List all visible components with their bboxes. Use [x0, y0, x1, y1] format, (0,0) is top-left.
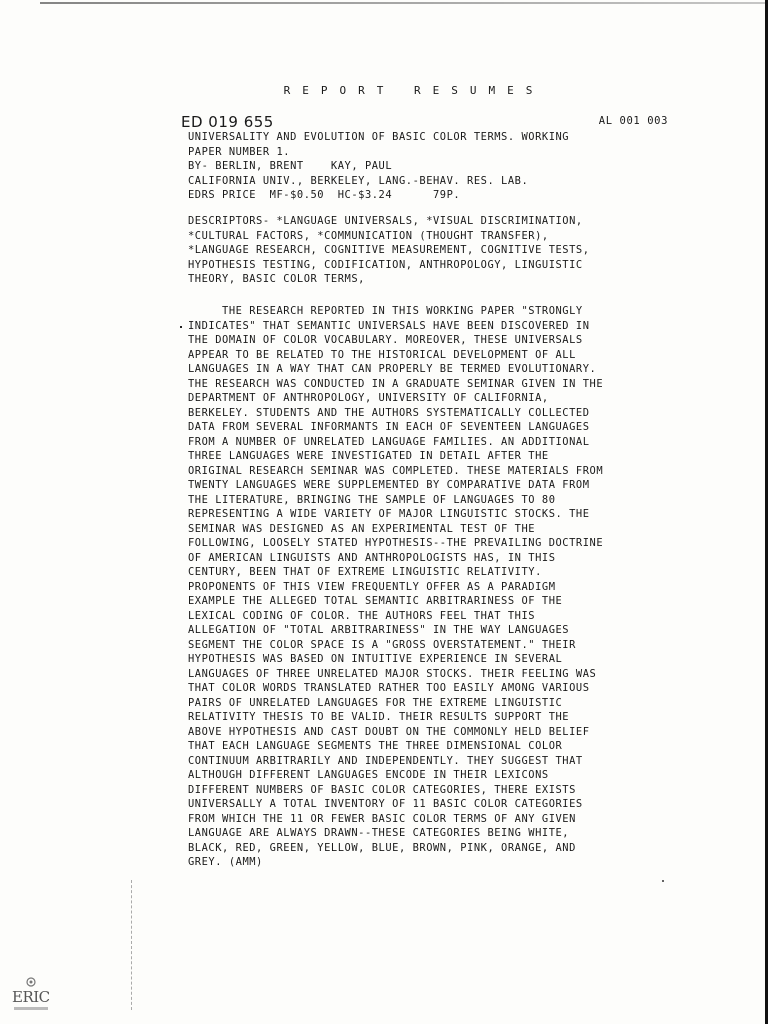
abstract-line: DIFFERENT NUMBERS OF BASIC COLOR CATEGORIES, THERE EXISTS — [188, 783, 576, 796]
bibliographic-line: CALIFORNIA UNIV., BERKELEY, LANG.-BEHAV. RES. LAB. — [188, 174, 529, 187]
abstract-line: ALTHOUGH DIFFERENT LANGUAGES ENCODE IN THEIR LEXICONS — [188, 769, 549, 781]
abstract-line: THE LITERATURE, BRINGING THE SAMPLE OF LANGUAGES TO 80 — [188, 493, 556, 506]
abstract-line: LANGUAGES IN A WAY THAT CAN PROPERLY BE TERMED EVOLUTIONARY. — [188, 363, 597, 375]
descriptors-block — [188, 214, 688, 287]
abstract-line: REPRESENTING A WIDE VARIETY OF MAJOR LINGUISTIC STOCKS. THE — [188, 508, 590, 520]
abstract-line: EXAMPLE THE ALLEGED TOTAL SEMANTIC ARBITRARINESS OF THE — [188, 595, 563, 607]
abstract-line: ORIGINAL RESEARCH SEMINAR WAS COMPLETED. THESE MATERIALS FROM — [188, 464, 604, 477]
abstract-line: DEPARTMENT OF ANTHROPOLOGY, UNIVERSITY OF CALIFORNIA, — [188, 392, 549, 404]
abstract-line: FROM WHICH THE 11 OR FEWER BASIC COLOR TERMS OF ANY GIVEN — [188, 812, 576, 825]
abstract-line: SEGMENT THE COLOR SPACE IS A "GROSS OVERSTATEMENT." THEIR — [188, 638, 576, 651]
abstract-line: INDICATES" THAT SEMANTIC UNIVERSALS HAVE BEEN DISCOVERED IN — [188, 319, 590, 332]
descriptor-line: HYPOTHESIS TESTING, CODIFICATION, ANTHROPOLOGY, LINGUISTIC — [188, 258, 583, 271]
abstract-line: THE RESEARCH WAS CONDUCTED IN A GRADUATE SEMINAR GIVEN IN THE — [188, 377, 604, 390]
abstract-line: FROM A NUMBER OF UNRELATED LANGUAGE FAMILIES. AN ADDITIONAL — [188, 435, 590, 448]
abstract-line: LANGUAGES OF THREE UNRELATED MAJOR STOCKS. THEIR FEELING WAS — [188, 667, 597, 680]
abstract-line: GREY. (AMM) — [188, 856, 263, 868]
abstract-block — [188, 304, 688, 870]
abstract-line: OF AMERICAN LINGUISTS AND ANTHROPOLOGISTS HAS, IN THIS — [188, 551, 556, 564]
abstract-line: LANGUAGE ARE ALWAYS DRAWN--THESE CATEGORIES BEING WHITE, — [188, 827, 570, 839]
abstract-line: CENTURY, BEEN THAT OF EXTREME LINGUISTIC RELATIVITY. — [188, 566, 542, 578]
accession-number: ED 019 655 — [181, 113, 274, 131]
abstract-line: ABOVE HYPOTHESIS AND CAST DOUBT ON THE COMMONLY HELD BELIEF — [188, 725, 590, 738]
abstract-line: APPEAR TO BE RELATED TO THE HISTORICAL DEVELOPMENT OF ALL — [188, 348, 576, 361]
abstract-line: THREE LANGUAGES WERE INVESTIGATED IN DETAIL AFTER THE — [188, 450, 549, 462]
eric-logo — [12, 976, 52, 1016]
abstract-line: TWENTY LANGUAGES WERE SUPPLEMENTED BY COMPARATIVE DATA FROM — [188, 479, 590, 491]
eric-logo-text: ERIC — [12, 988, 50, 1006]
descriptor-line: *LANGUAGE RESEARCH, COGNITIVE MEASUREMENT, COGNITIVE TESTS, — [188, 244, 590, 256]
eric-logo-underline — [14, 1007, 48, 1010]
bibliographic-line: UNIVERSALITY AND EVOLUTION OF BASIC COLOR TERMS. WORKING — [188, 131, 570, 143]
bibliographic-line: BY- BERLIN, BRENT KAY, PAUL — [188, 160, 393, 172]
abstract-line: BLACK, RED, GREEN, YELLOW, BLUE, BROWN, PINK, ORANGE, AND — [188, 841, 576, 854]
abstract-line: FOLLOWING, LOOSELY STATED HYPOTHESIS--THE PREVAILING DOCTRINE — [188, 537, 604, 549]
abstract-line: LEXICAL CODING OF COLOR. THE AUTHORS FEEL THAT THIS — [188, 609, 536, 622]
abstract-line: THAT COLOR WORDS TRANSLATED RATHER TOO EASILY AMONG VARIOUS — [188, 682, 590, 694]
bibliographic-line: EDRS PRICE MF-$0.50 HC-$3.24 79P. — [188, 189, 461, 201]
scan-edge-top — [40, 2, 768, 4]
abstract-line: SEMINAR WAS DESIGNED AS AN EXPERIMENTAL TEST OF THE — [188, 522, 536, 535]
abstract-line: PAIRS OF UNRELATED LANGUAGES FOR THE EXTREME LINGUISTIC — [188, 696, 563, 709]
scan-fold-line — [131, 880, 133, 1010]
abstract-line: THAT EACH LANGUAGE SEGMENTS THE THREE DIMENSIONAL COLOR — [188, 740, 563, 752]
document-code: AL 001 003 — [598, 115, 668, 127]
descriptor-line: DESCRIPTORS- *LANGUAGE UNIVERSALS, *VISUAL DISCRIMINATION, — [188, 215, 583, 227]
abstract-line: DATA FROM SEVERAL INFORMANTS IN EACH OF SEVENTEEN LANGUAGES — [188, 421, 590, 433]
eric-logo-icon — [25, 976, 37, 988]
abstract-line: BERKELEY. STUDENTS AND THE AUTHORS SYSTEMATICALLY COLLECTED — [188, 406, 590, 419]
series-header: REPORT RESUMES — [283, 84, 545, 97]
abstract-line: RELATIVITY THESIS TO BE VALID. THEIR RESULTS SUPPORT THE — [188, 711, 570, 723]
abstract-line: CONTINUUM ARBITRARILY AND INDEPENDENTLY. THEY SUGGEST THAT — [188, 754, 583, 767]
descriptor-line: *CULTURAL FACTORS, *COMMUNICATION (THOUGHT TRANSFER), — [188, 229, 549, 242]
abstract-line: THE DOMAIN OF COLOR VOCABULARY. MOREOVER, THESE UNIVERSALS — [188, 334, 583, 346]
abstract-line: THE RESEARCH REPORTED IN THIS WORKING PAPER "STRONGLY — [188, 305, 583, 317]
bibliographic-line: PAPER NUMBER 1. — [188, 145, 291, 158]
abstract-line: HYPOTHESIS WAS BASED ON INTUITIVE EXPERIENCE IN SEVERAL — [188, 653, 563, 665]
abstract-line: ALLEGATION OF "TOTAL ARBITRARINESS" IN THE WAY LANGUAGES — [188, 624, 570, 636]
abstract-line: UNIVERSALLY A TOTAL INVENTORY OF 11 BASIC COLOR CATEGORIES — [188, 798, 583, 810]
margin-mark — [180, 326, 182, 328]
abstract-line: PROPONENTS OF THIS VIEW FREQUENTLY OFFER AS A PARADIGM — [188, 580, 556, 593]
descriptor-line: THEORY, BASIC COLOR TERMS, — [188, 273, 365, 285]
bibliographic-block — [188, 130, 688, 203]
scan-speck — [662, 880, 664, 882]
